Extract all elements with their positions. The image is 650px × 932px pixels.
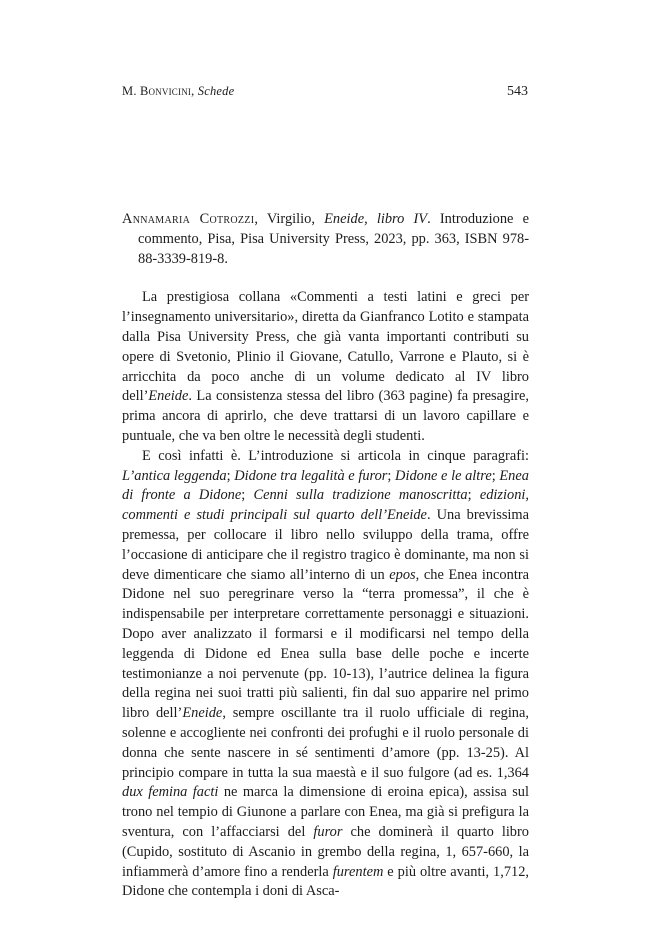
citation-lead: , Virgilio,: [254, 211, 325, 227]
text-run: , sempre oscillante tra il ruolo ufficiale di regina, solenne e accogliente nei confronti dei profughi e il ruolo personale di donna che sente nascere in sé sentimenti d’amore (pp. 13-25). Al principio compare in tutta la sua maestà e il suo fulgore (ad es. 1,364: [122, 705, 529, 781]
italic-run: Didone e le altre: [395, 467, 492, 484]
italic-run: furor: [313, 823, 343, 840]
italic-run: Enea di fronte a Didone: [122, 467, 529, 504]
review-body: [122, 210, 529, 902]
italic-run: Eneide: [182, 705, 223, 722]
italic-run: Eneide: [148, 388, 189, 405]
paragraph-2: [122, 447, 529, 902]
text-run: che dominerà il quarto libro (Cupido, sostituto di Ascanio in grembo della regina, 1, 657-660, la infiammerà d’amore fino a renderla: [122, 823, 529, 880]
text-run: , che Enea incontra Didone nel suo peregrinare verso la “terra promessa”, il che è indispensabile per interpretare correttamente personaggi e situazioni. Dopo aver analizzato il formarsi e il modificarsi nel tempo della leggenda di Didone ed Enea sulla base delle poche e incerte testimonianze a noi pervenute (pp. 10-13), l’autrice delinea la figura della regina nei suoi tratti più salienti, fin dal suo apparire nel primo libro dell’: [122, 566, 529, 722]
text-run: . La consistenza stessa del libro (363 pagine) fa presagire, prima ancora di aprirlo, che deve trattarsi di un lavoro capillare e puntuale, che va ben oltre le necessità degli studenti.: [122, 388, 529, 444]
italic-run: epos: [389, 566, 416, 583]
text-run: . Una brevissima premessa, per collocare il libro nello sviluppo della trama, offre l’occasione di anticipare che il registro tragico è dominante, ma non si deve dimenticare che siamo all’interno di un: [122, 507, 529, 583]
running-header: [122, 84, 528, 102]
italic-run: Cenni sulla tradizione manoscritta: [253, 487, 468, 504]
text-run: e più oltre avanti, 1,712, Didone che contempla i doni di Asca-: [122, 863, 529, 900]
text-run: ;: [241, 487, 254, 504]
running-head-author: M. Bonvicini, Schede: [122, 84, 235, 98]
citation-details: . Introduzione e commento, Pisa, Pisa University Press, 2023, pp. 363, ISBN 978-88-3339-819-8.: [138, 211, 529, 267]
text-run: ;: [467, 487, 480, 504]
italic-run: edizioni, commenti e studi principali sul quarto dell’Eneide: [122, 487, 529, 524]
text-run: ;: [387, 467, 396, 484]
author-surname: Bonvicini: [139, 84, 192, 98]
text-run: La prestigiosa collana «Commenti a testi latini e greci per l’insegnamento universitario», diretta da Gianfranco Lotito e stampata dalla Pisa University Press, che già vanta importanti contributi su opere di Svetonio, Plinio il Giovane, Catullo, Varrone e Plauto, si è arricchita da poco anche di un volume dedicato al IV libro dell’: [122, 289, 529, 405]
italic-run: L’antica leggenda: [122, 467, 227, 484]
page-number: 543: [507, 84, 528, 99]
italic-run: Didone tra legalità e furor: [234, 467, 388, 484]
text-run: ;: [491, 467, 500, 484]
italic-run: furentem: [332, 863, 384, 880]
citation-author: Annamaria Cotrozzi: [122, 211, 255, 227]
paragraph-1: [122, 288, 529, 446]
italic-run: dux femina facti: [122, 784, 219, 801]
text-run: ne marca la dimensione di eroina epica), assisa sul trono nel tempio di Giunone a parlare con Enea, ma già si prefigura la sventura, con l’affacciarsi del: [122, 784, 529, 840]
section-title: Schede: [197, 84, 235, 98]
book-citation: [122, 210, 529, 269]
citation-title: Eneide, libro IV: [324, 211, 428, 227]
text-run: ;: [226, 467, 235, 484]
author-initial: M.: [122, 84, 140, 98]
text-run: E così infatti è. L’introduzione si articola in cinque paragrafi:: [142, 447, 529, 464]
